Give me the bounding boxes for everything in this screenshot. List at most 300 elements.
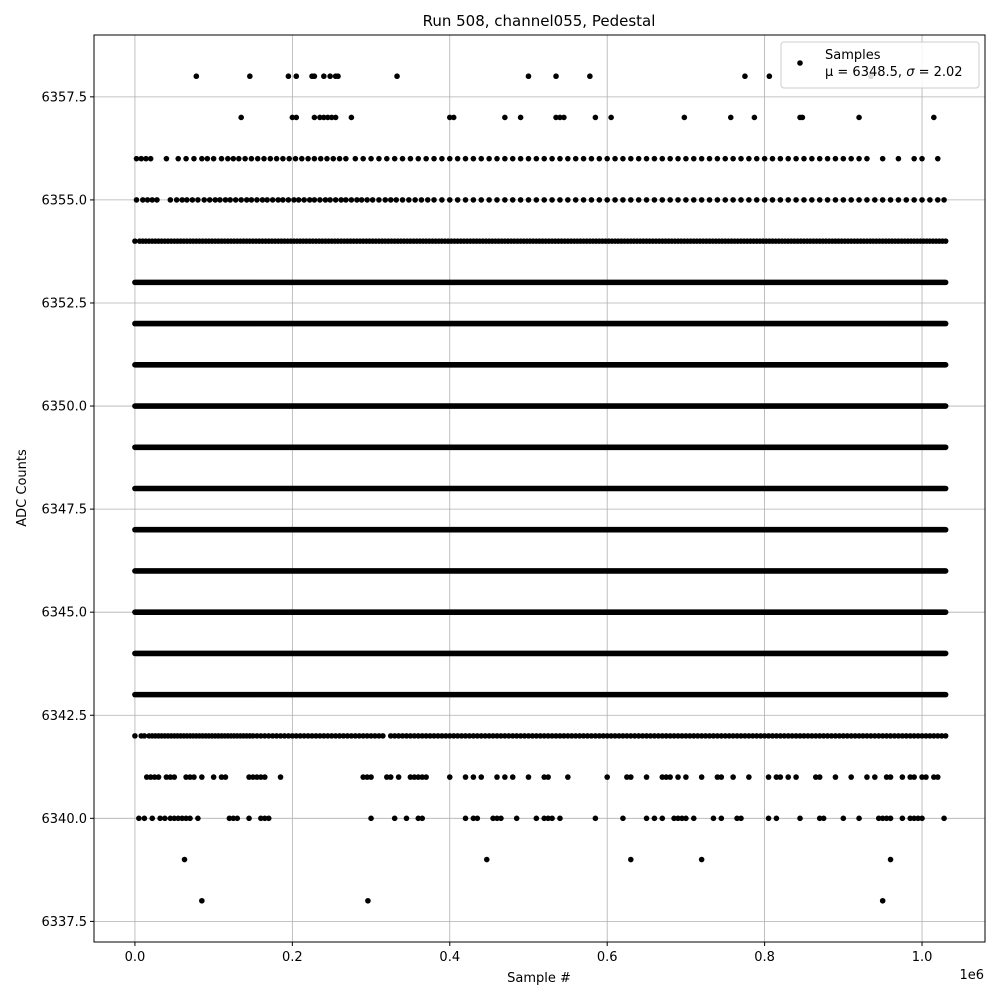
sample-point (249, 156, 255, 162)
sample-point (286, 197, 292, 203)
sample-point (667, 197, 673, 203)
sample-point (478, 197, 484, 203)
sample-point (699, 857, 705, 863)
sample-point (408, 156, 414, 162)
sample-point (376, 156, 382, 162)
sample-point (333, 197, 339, 203)
sample-point (293, 156, 299, 162)
sample-point (691, 156, 697, 162)
sample-point (793, 774, 799, 780)
sample-point (439, 197, 445, 203)
sample-point (770, 156, 776, 162)
sample-point (715, 197, 721, 203)
sample-point (199, 898, 205, 904)
sample-point (201, 197, 207, 203)
sample-point (738, 197, 744, 203)
sample-point (833, 774, 839, 780)
sample-point (382, 197, 388, 203)
sample-point (312, 197, 318, 203)
sample-point (296, 197, 302, 203)
sample-point (455, 156, 461, 162)
sample-point (754, 156, 760, 162)
sample-point (573, 156, 579, 162)
sample-point (510, 156, 516, 162)
sample-point (825, 156, 831, 162)
sample-point (817, 197, 823, 203)
sample-point (182, 857, 188, 863)
x-tick-label: 0.8 (754, 950, 775, 965)
sample-point (699, 156, 705, 162)
sample-point (526, 774, 532, 780)
sample-point (785, 197, 791, 203)
sample-point (943, 238, 949, 244)
sample-point (667, 156, 673, 162)
sample-point (463, 156, 469, 162)
sample-point (359, 197, 365, 203)
y-tick-label: 6342.5 (41, 708, 87, 724)
sample-point (406, 197, 412, 203)
sample-point (423, 156, 429, 162)
sample-point (841, 156, 847, 162)
sample-point (644, 774, 650, 780)
sample-point (888, 197, 894, 203)
legend-stats-suffix: = 2.02 (914, 65, 963, 80)
sample-point (667, 774, 673, 780)
sample-point (565, 197, 571, 203)
sample-point (392, 156, 398, 162)
sample-point (722, 156, 728, 162)
sample-point (620, 816, 626, 822)
sample-point (809, 197, 815, 203)
sample-point (636, 197, 642, 203)
sample-point (549, 816, 555, 822)
sample-point (415, 156, 421, 162)
sample-point (502, 774, 508, 780)
sample-point (754, 197, 760, 203)
sample-point (238, 197, 244, 203)
sample-point (699, 774, 705, 780)
sample-point (715, 156, 721, 162)
sample-point (738, 816, 744, 822)
sample-point (270, 197, 276, 203)
sample-point (393, 197, 399, 203)
sample-point (534, 816, 540, 822)
sample-point (675, 774, 681, 780)
sample-point (396, 774, 402, 780)
sample-point (171, 774, 177, 780)
sample-point (425, 197, 431, 203)
chart-title: Run 508, channel055, Pedestal (422, 12, 656, 30)
sample-point (246, 816, 252, 822)
sample-point (278, 774, 284, 780)
sample-point (738, 156, 744, 162)
sample-point (880, 197, 886, 203)
sample-point (335, 73, 341, 79)
sample-point (463, 197, 469, 203)
sample-point (821, 816, 827, 822)
sample-point (404, 816, 410, 822)
sample-point (604, 156, 610, 162)
sample-point (494, 156, 500, 162)
sample-point (412, 197, 418, 203)
sample-point (195, 197, 201, 203)
legend (781, 42, 979, 88)
sample-point (475, 816, 481, 822)
sample-point (900, 774, 906, 780)
sample-point (719, 774, 725, 780)
sample-point (327, 197, 333, 203)
sample-point (766, 774, 772, 780)
sample-point (935, 156, 941, 162)
sample-point (327, 73, 333, 79)
sample-point (168, 197, 174, 203)
legend-stats (825, 65, 963, 80)
sample-point (194, 73, 200, 79)
sample-point (343, 156, 349, 162)
sample-point (896, 156, 902, 162)
sample-point (767, 73, 773, 79)
sample-point (502, 156, 508, 162)
sample-point (911, 774, 917, 780)
sample-point (722, 197, 728, 203)
sample-point (707, 156, 713, 162)
sample-point (604, 774, 610, 780)
sample-point (856, 816, 862, 822)
y-tick-label: 6355.0 (41, 193, 87, 209)
sample-point (195, 816, 201, 822)
sample-point (880, 898, 886, 904)
sample-point (644, 197, 650, 203)
sample-point (557, 156, 563, 162)
sample-point (699, 197, 705, 203)
sample-point (264, 197, 270, 203)
sample-point (864, 197, 870, 203)
sample-point (376, 197, 382, 203)
sample-point (675, 197, 681, 203)
sample-point (231, 156, 237, 162)
sample-point (797, 816, 803, 822)
sample-point (498, 816, 504, 822)
sample-point (370, 197, 376, 203)
sample-point (778, 774, 784, 780)
sample-point (746, 774, 752, 780)
sample-point (211, 156, 217, 162)
sample-point (691, 816, 697, 822)
sample-point (317, 197, 323, 203)
sample-point (312, 115, 318, 121)
sample-point (510, 197, 516, 203)
sample-point (785, 774, 791, 780)
sample-point (746, 197, 752, 203)
sample-point (400, 156, 406, 162)
sample-point (880, 156, 886, 162)
sample-point (573, 197, 579, 203)
sample-point (707, 197, 713, 203)
sample-point (286, 73, 292, 79)
sample-point (620, 156, 626, 162)
sample-point (299, 156, 305, 162)
sample-point (187, 816, 193, 822)
sample-point (659, 156, 665, 162)
sample-point (154, 197, 160, 203)
sample-point (900, 816, 906, 822)
legend-entry-label: Samples (825, 48, 881, 63)
sample-point (392, 816, 398, 822)
sample-point (175, 156, 181, 162)
sample-point (183, 156, 189, 162)
sample-point (463, 816, 469, 822)
sample-point (164, 156, 170, 162)
sample-point (770, 197, 776, 203)
sample-point (286, 156, 292, 162)
sample-point (557, 816, 563, 822)
x-axis-offset-label: 1e6 (959, 968, 984, 983)
sample-point (268, 156, 274, 162)
sample-point (205, 156, 211, 162)
sample-point (471, 774, 477, 780)
sample-point (793, 156, 799, 162)
sample-point (266, 816, 272, 822)
sample-point (941, 816, 947, 822)
sample-point (587, 73, 593, 79)
sample-point (223, 774, 229, 780)
sample-point (478, 774, 484, 780)
sample-point (312, 156, 318, 162)
sample-point (447, 197, 453, 203)
sample-point (888, 816, 894, 822)
sample-point (236, 156, 242, 162)
sample-point (628, 857, 634, 863)
sample-point (510, 774, 516, 780)
sample-point (762, 156, 768, 162)
sample-point (561, 115, 567, 121)
sample-point (541, 197, 547, 203)
sample-point (604, 197, 610, 203)
sample-point (514, 816, 520, 822)
sample-point (380, 733, 386, 739)
sample-point (817, 156, 823, 162)
sample-point (494, 197, 500, 203)
sample-point (238, 115, 244, 121)
sample-point (597, 197, 603, 203)
sample-point (896, 197, 902, 203)
sample-point (388, 774, 394, 780)
sample-point (833, 197, 839, 203)
sample-point (628, 156, 634, 162)
sample-point (541, 156, 547, 162)
sample-point (801, 197, 807, 203)
sample-point (419, 816, 425, 822)
sample-point (841, 197, 847, 203)
sample-point (233, 197, 239, 203)
sample-point (207, 197, 213, 203)
sample-point (612, 197, 618, 203)
legend-stats-prefix: μ = 6348.5, (825, 65, 907, 80)
sample-point (841, 816, 847, 822)
sample-point (565, 774, 571, 780)
sample-point (368, 816, 374, 822)
sample-point (919, 816, 925, 822)
sample-point (136, 816, 142, 822)
sample-point (394, 73, 400, 79)
sample-point (312, 73, 318, 79)
x-tick-label: 0.6 (596, 950, 618, 965)
sample-point (318, 156, 324, 162)
sample-point (321, 73, 327, 79)
sample-point (935, 774, 941, 780)
sample-point (199, 774, 205, 780)
sample-point (549, 156, 555, 162)
sample-point (628, 197, 634, 203)
sample-point (549, 197, 555, 203)
sample-point (620, 197, 626, 203)
sample-point (526, 156, 532, 162)
sample-point (274, 156, 280, 162)
sample-point (911, 156, 917, 162)
sample-point (652, 197, 658, 203)
sample-point (817, 774, 823, 780)
y-tick-label: 6357.5 (41, 90, 87, 106)
sample-point (526, 197, 532, 203)
sample-point (333, 115, 339, 121)
sample-point (447, 156, 453, 162)
sample-point (628, 774, 634, 780)
sample-point (730, 774, 736, 780)
sample-point (903, 197, 909, 203)
sample-point (486, 156, 492, 162)
sample-point (644, 156, 650, 162)
sample-point (132, 733, 138, 739)
sample-point (683, 816, 689, 822)
sample-point (941, 197, 947, 203)
sample-point (262, 774, 268, 780)
sample-point (162, 816, 168, 822)
sample-point (856, 115, 862, 121)
sample-point (766, 816, 772, 822)
sample-point (652, 156, 658, 162)
sample-point (872, 774, 878, 780)
sample-point (793, 197, 799, 203)
sample-point (184, 197, 190, 203)
sample-point (365, 898, 371, 904)
sample-point (388, 197, 394, 203)
sample-point (400, 197, 406, 203)
sample-point (785, 156, 791, 162)
sample-point (360, 156, 366, 162)
sample-point (142, 816, 148, 822)
sample-point (691, 197, 697, 203)
sample-point (752, 115, 758, 121)
sample-point (518, 115, 524, 121)
y-tick-label: 6340.0 (41, 811, 87, 827)
sample-point (848, 156, 854, 162)
sample-point (778, 197, 784, 203)
sample-point (247, 73, 253, 79)
x-axis-label: Sample # (507, 971, 571, 986)
sample-point (423, 774, 429, 780)
sample-point (234, 816, 240, 822)
sample-point (305, 156, 311, 162)
sample-point (682, 115, 688, 121)
sample-point (199, 156, 205, 162)
sample-point (301, 197, 307, 203)
sample-point (888, 774, 894, 780)
sample-point (612, 156, 618, 162)
sample-point (364, 197, 370, 203)
sample-point (349, 197, 355, 203)
sample-point (593, 115, 599, 121)
sample-point (848, 774, 854, 780)
y-axis-label: ADC Counts (15, 449, 30, 527)
sample-point (730, 197, 736, 203)
sample-point (225, 156, 231, 162)
sample-point (711, 816, 717, 822)
y-tick-label: 6347.5 (41, 502, 87, 518)
sample-point (833, 156, 839, 162)
sample-point (447, 774, 453, 780)
sample-point (581, 156, 587, 162)
sample-point (545, 774, 551, 780)
sample-point (589, 197, 595, 203)
sample-point (324, 156, 330, 162)
sample-point (518, 156, 524, 162)
sample-point (330, 156, 336, 162)
sample-point (518, 197, 524, 203)
sample-point (742, 73, 748, 79)
sample-point (683, 197, 689, 203)
sample-point (728, 115, 734, 121)
sample-point (636, 156, 642, 162)
sample-point (534, 197, 540, 203)
sample-point (608, 115, 614, 121)
sample-point (219, 156, 225, 162)
sample-point (191, 774, 197, 780)
sample-point (353, 156, 359, 162)
sample-point (134, 197, 140, 203)
sample-point (217, 197, 223, 203)
sample-point (683, 156, 689, 162)
sample-point (255, 156, 261, 162)
sample-point (675, 156, 681, 162)
sample-point (368, 774, 374, 780)
sample-point (148, 156, 154, 162)
sample-point (431, 197, 437, 203)
sample-point (280, 197, 286, 203)
sample-point (730, 156, 736, 162)
sample-point (502, 197, 508, 203)
sample-point (659, 197, 665, 203)
sample-point (856, 156, 862, 162)
sample-point (581, 197, 587, 203)
sample-point (762, 197, 768, 203)
sample-point (242, 156, 248, 162)
sample-point (644, 816, 650, 822)
sample-point (659, 816, 665, 822)
sample-point (919, 197, 925, 203)
sample-point (471, 197, 477, 203)
sample-point (801, 156, 807, 162)
sample-point (431, 156, 437, 162)
sample-point (923, 774, 929, 780)
sample-point (683, 774, 689, 780)
sample-point (254, 197, 260, 203)
y-tick-label: 6350.0 (41, 399, 87, 415)
sample-point (911, 197, 917, 203)
sample-point (494, 774, 500, 780)
sample-point (451, 115, 457, 121)
sample-point (249, 197, 255, 203)
sample-point (349, 115, 355, 121)
